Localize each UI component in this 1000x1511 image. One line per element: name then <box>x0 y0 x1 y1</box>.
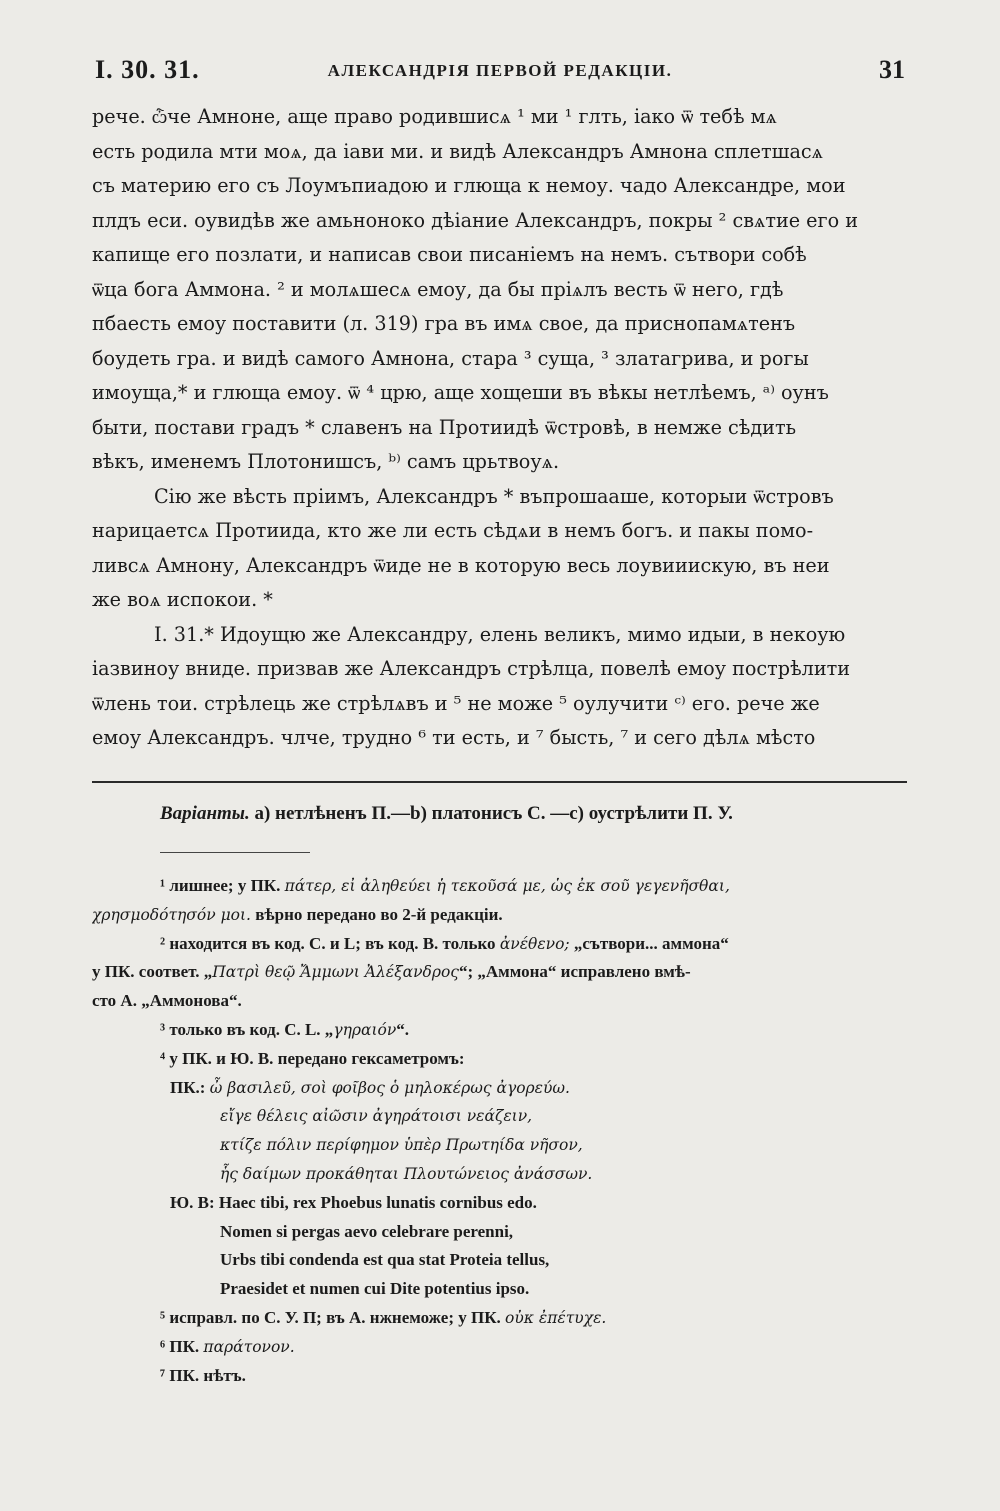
footnote-line <box>92 1333 907 1362</box>
footnote-line <box>92 1304 907 1333</box>
text-line: капище его позлати, и написав свои писанiемъ на немъ. сътвори собѣ <box>92 243 807 266</box>
footnote-line <box>92 1246 907 1275</box>
text-line: ливсѧ Амнону, Александръ ѿиде не в которую весь лоувииискую, въ неи <box>92 553 830 577</box>
footnote-greek-quote: Πατρὶ θεῷ Ἄμμωνι Ἀλέξανδρος <box>212 963 459 982</box>
footnote-text: Ю. В: Haec tibi, rex Phoebus lunatis cornibus edo. <box>170 1192 537 1212</box>
footnote-greek-quote: γηραιόν <box>333 1020 397 1039</box>
footnote-text: ⁶ ПК. <box>160 1336 204 1356</box>
footnote-greek-quote: ἀνέθενο; <box>499 934 570 953</box>
chapter-reference: I. 30. 31. <box>95 55 200 84</box>
text-line: ѿлень тои. стрѣлець же стрѣлѧвъ и ⁵ не може ⁵ оулучити ᶜ⁾ его. рече же <box>92 691 820 715</box>
footnote-line <box>92 958 907 987</box>
footnote-greek-quote: εἴγε θέλεις αἰῶσιν ἀγηράτοισι νεάζειν, <box>220 1107 533 1126</box>
text-line: емоу Александръ. члче, трудно ⁶ ти есть, и ⁷ бысть, ⁷ и сего дѣлѧ мѣсто <box>92 726 816 749</box>
variants-text: a) нетлѣненъ П.—b) платонисъ С. —c) оустрѣлити П. У. <box>249 803 733 824</box>
footnote-tail: “. <box>396 1019 410 1039</box>
footnote-greek-quote: χρησμοδότησόν μοι. <box>92 905 251 924</box>
footnote-text: Praesidet et numen cui Dite potentius ipso. <box>220 1279 530 1299</box>
footnote-line <box>92 1016 907 1045</box>
text-line: съ материю его съ Лоумъпиадою и глюща к немоу. чадо Александре, мои <box>92 174 846 197</box>
text-line: плдъ еси. оувидѣв же амьноноко дѣiание Александръ, покры ² свѧтие его и <box>92 208 859 232</box>
text-line: боудеть гра. и видѣ самого Амнона, стара ³ суща, ³ златагрива, и рогы <box>92 346 809 370</box>
footnote-text: ⁵ исправл. по С. У. П; въ А. нжнеможе; у ПК. <box>160 1307 506 1327</box>
footnote-greek-quote: οὐκ ἐπέτυχε. <box>505 1308 607 1327</box>
footnote-line <box>92 1218 907 1247</box>
text-line: ѿца бога Аммона. ² и молѧшесѧ емоу, да бы прiѧлъ весть ѿ него, гдѣ <box>92 277 784 301</box>
main-text <box>92 100 907 756</box>
footnote-greek-quote: ἧς δαίμων προκάθηται Πλουτώνειος ἀνάσσων. <box>220 1164 593 1183</box>
footnote-line <box>92 901 907 930</box>
footnote-line <box>92 1045 907 1074</box>
footnote-greek-quote: παράτονον. <box>203 1337 295 1356</box>
variants-label: Варiанты. <box>160 803 250 824</box>
footnote-line <box>92 1189 907 1218</box>
footnote-line <box>92 1102 907 1131</box>
footnote-text: ¹ лишнее; у ПК. <box>160 876 285 895</box>
footnote-text: Nomen si pergas aevo celebrare perenni, <box>220 1221 514 1241</box>
text-line: нарицаетсѧ Протиида, кто же ли есть сѣдѧи в немъ богъ. и пакы помо- <box>92 519 814 542</box>
footnote-line <box>92 1160 907 1189</box>
running-header <box>95 55 905 91</box>
footnote-text: ² находится въ код. С. и L; въ код. В. только <box>160 933 500 953</box>
variants-underline <box>160 852 310 853</box>
text-line: iазвиноу вниде. призвав же Александръ стрѣлца, повелѣ емоу пострѣлити <box>92 657 851 680</box>
footnote-text: ³ только въ код. С. L. „ <box>160 1019 334 1039</box>
footnote-text: Urbs tibi condenda est qua stat Proteia tellus, <box>220 1250 550 1270</box>
footnote-line <box>92 872 907 901</box>
text-line: быти, постави градъ * славенъ на Протиидѣ ѿстровѣ, в немже сѣдить <box>92 415 797 439</box>
footnote-greek-quote: πάτερ, εἰ ἀληθεύει ἡ τεκοῦσά με, ὡς ἐκ σοῦ γεγενῆσθαι, <box>284 877 730 895</box>
variants-line <box>160 803 905 825</box>
text-line: I. 31.* Идоущю же Александру, елень великъ, мимо идыи, в некоую <box>154 622 846 646</box>
footnote-line <box>92 1131 907 1160</box>
footnote-line <box>92 987 907 1016</box>
text-line: же воѧ испокои. * <box>92 588 273 611</box>
footnote-line <box>92 1275 907 1304</box>
footnote-line <box>92 930 907 959</box>
text-line: Сiю же вѣсть прiимъ, Александръ * въпрошааше, которыи ѿстровъ <box>154 484 834 508</box>
footnote-text: сто А. „Аммонова“. <box>92 991 242 1011</box>
footnote-text: у ПК. соответ. „ <box>92 962 213 982</box>
running-title: АЛЕКСАНДРІЯ ПЕРВОЙ РЕДАКЦІИ. <box>327 61 673 80</box>
footnote-text: ⁷ ПК. нѣтъ. <box>160 1365 246 1385</box>
text-line: есть родила мти моѧ, да iави ми. и видѣ Александръ Амнона сплетшасѧ <box>92 139 823 163</box>
text-line: имоуща,* и глюща емоу. ѿ ⁴ црю, аще хощеши въ вѣкы нетлѣемъ, ᵃ⁾ оунъ <box>92 381 829 404</box>
footnotes <box>92 872 907 1390</box>
footnote-text: ПК.: <box>170 1077 210 1097</box>
footnote-text: ⁴ у ПК. и Ю. В. передано гексаметромъ: <box>160 1048 465 1068</box>
footnote-greek-quote: κτίζε πόλιν περίφημον ὑπὲρ Πρωτηίδα νῆσον, <box>220 1136 583 1155</box>
text-line: пбаесть емоу поставити (л. 319) гра въ имѧ свое, да приснопамѧтенъ <box>92 312 796 335</box>
text-line: рече. ѽче Амноне, аще право родившисѧ ¹ ми ¹ глть, iако ѿ тебѣ мѧ <box>92 105 777 128</box>
footnote-line <box>92 1074 907 1103</box>
footnote-greek-quote: ὦ βασιλεῦ, σοὶ φοῖβος ὁ μηλοκέρως ἀγορεύω. <box>209 1078 570 1097</box>
text-line: вѣкъ, именемъ Плотонишсъ, ᵇ⁾ самъ црьтвоуѧ. <box>92 450 560 473</box>
footnote-divider <box>92 781 907 783</box>
page-number: 31 <box>879 55 905 84</box>
footnote-line <box>92 1362 907 1391</box>
footnote-tail: “; „Аммона“ исправлено вмѣ- <box>458 962 691 982</box>
footnote-tail: вѣрно передано во 2-й редакціи. <box>250 904 503 924</box>
footnote-tail: „сътвори... аммона“ <box>569 933 729 953</box>
